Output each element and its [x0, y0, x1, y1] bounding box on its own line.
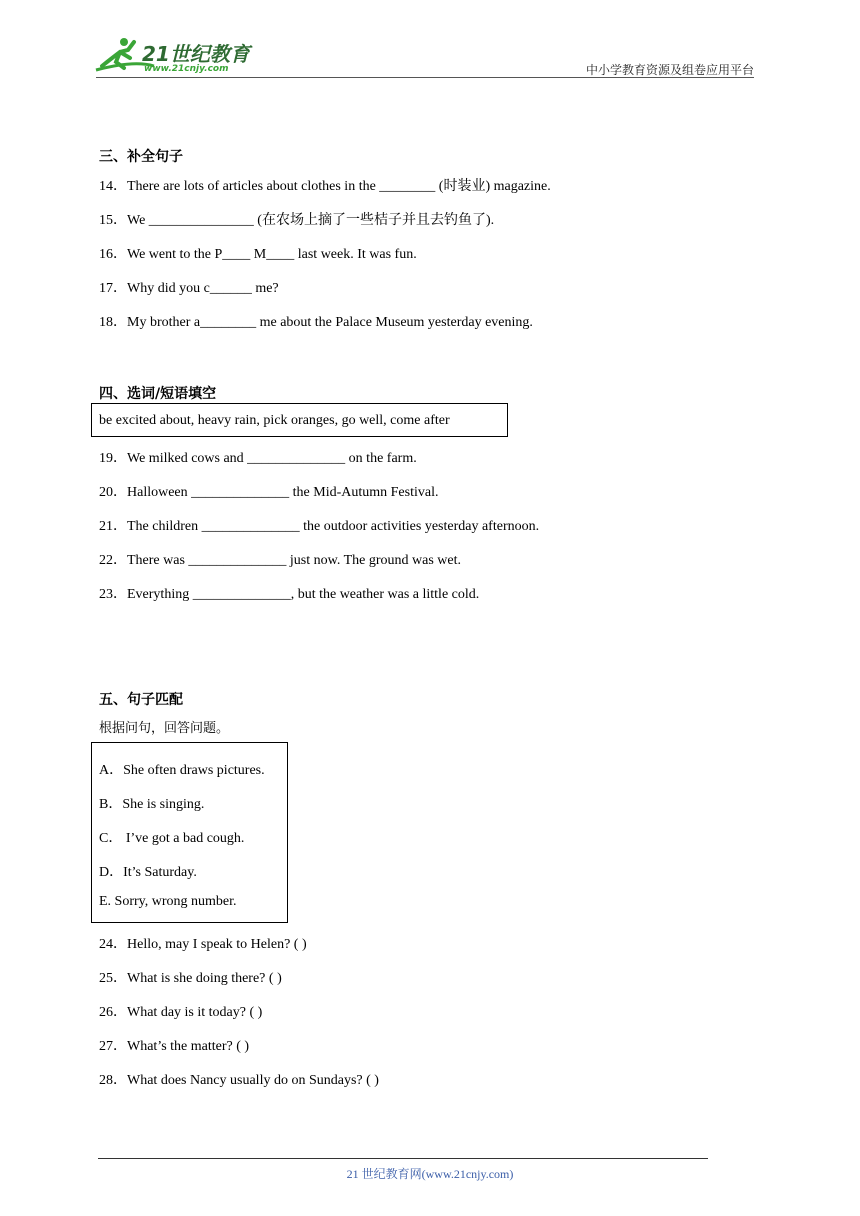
- section3-title: 三、补全句子: [99, 149, 183, 165]
- question-text: Everything ______________, but the weather was a little cold.: [127, 587, 480, 602]
- question-27: [99, 1035, 249, 1055]
- option-d: D．It’s Saturday.: [99, 865, 197, 880]
- question-number: 22．: [99, 553, 127, 568]
- question-number: 24．: [99, 937, 127, 952]
- section5-instruction: 根据问句，回答问题。: [99, 721, 230, 736]
- question-number: 20．: [99, 485, 127, 500]
- question-number: 27．: [99, 1039, 127, 1054]
- question-text: The children ______________ the outdoor activities yesterday afternoon.: [127, 519, 540, 534]
- option-e: E. Sorry, wrong number.: [99, 894, 237, 909]
- question-21: [99, 515, 539, 535]
- section5-title: 五、句子匹配: [99, 692, 183, 708]
- question-15: [99, 209, 494, 229]
- question-text: What day is it today? ( ): [127, 1005, 263, 1020]
- question-text: What’s the matter? ( ): [127, 1039, 250, 1054]
- question-number: 26．: [99, 1005, 127, 1020]
- question-number: 16．: [99, 247, 127, 262]
- word-bank-box: [91, 403, 508, 437]
- question-24: [99, 933, 307, 953]
- question-text: We went to the P____ M____ last week. It was fun.: [127, 247, 417, 262]
- question-text: We _______________ (在农场上摘了一些桔子并且去钓鱼了).: [127, 213, 495, 228]
- question-text: What does Nancy usually do on Sundays? ( ): [127, 1073, 379, 1088]
- answer-options-box: [91, 742, 288, 923]
- question-text: There are lots of articles about clothes in the ________ (时装业) magazine.: [127, 179, 551, 194]
- question-22: [99, 549, 461, 569]
- question-number: 15．: [99, 213, 127, 228]
- question-number: 23．: [99, 587, 127, 602]
- section4-title: 四、选词/短语填空: [99, 386, 217, 402]
- question-number: 28．: [99, 1073, 127, 1088]
- question-text: My brother a________ me about the Palace Museum yesterday evening.: [127, 315, 533, 330]
- question-number: 25．: [99, 971, 127, 986]
- header-divider: [96, 77, 754, 78]
- question-number: 18．: [99, 315, 127, 330]
- question-text: There was ______________ just now. The ground was wet.: [127, 553, 462, 568]
- question-text: We milked cows and ______________ on the farm.: [127, 451, 417, 466]
- question-text: Why did you c______ me?: [127, 281, 279, 296]
- question-text: Halloween ______________ the Mid-Autumn Festival.: [127, 485, 439, 500]
- footer-link[interactable]: 21 世纪教育网(www.21cnjy.com): [346, 1167, 514, 1181]
- question-text: What is she doing there? ( ): [127, 971, 282, 986]
- question-number: 17．: [99, 281, 127, 296]
- question-14: [99, 175, 551, 195]
- logo-text: 21世纪教育: [142, 42, 250, 66]
- question-number: 14．: [99, 179, 127, 194]
- option-c: C． I’ve got a bad cough.: [99, 831, 245, 846]
- question-26: [99, 1001, 262, 1021]
- question-28: [99, 1069, 379, 1089]
- option-a: A．She often draws pictures.: [99, 763, 265, 778]
- question-19: [99, 447, 417, 467]
- question-20: [99, 481, 438, 501]
- question-text: Hello, may I speak to Helen? ( ): [127, 937, 307, 952]
- question-number: 21．: [99, 519, 127, 534]
- question-23: [99, 583, 479, 603]
- question-16: [99, 243, 417, 263]
- word-bank-text: be excited about, heavy rain, pick oranges, go well, come after: [99, 413, 450, 428]
- header-platform-text: 中小学教育资源及组卷应用平台: [585, 63, 754, 77]
- question-17: [99, 277, 279, 297]
- site-logo: [94, 36, 264, 76]
- option-b: B．She is singing.: [99, 797, 205, 812]
- logo-url: www.21cnjy.com: [144, 64, 229, 74]
- question-25: [99, 967, 282, 987]
- footer-divider: [98, 1158, 708, 1159]
- question-number: 19．: [99, 451, 127, 466]
- question-18: [99, 311, 533, 331]
